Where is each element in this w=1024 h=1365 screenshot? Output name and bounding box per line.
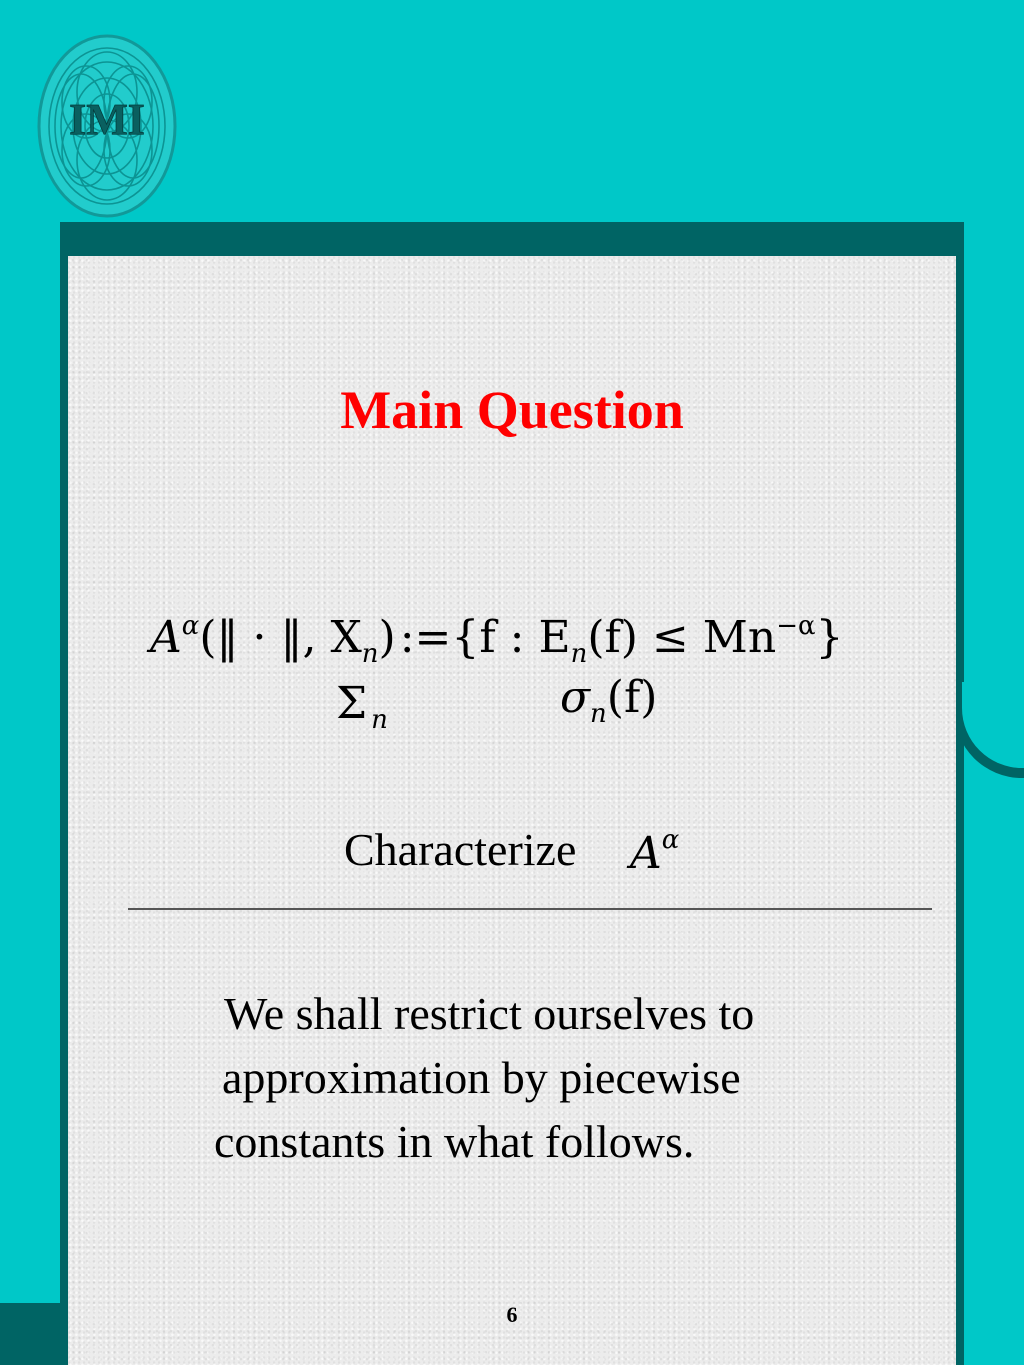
logo-text: IMI (69, 95, 145, 144)
body-paragraph (214, 982, 854, 1174)
definition-formula (150, 600, 910, 740)
characterize-label: Characterize (344, 824, 577, 875)
formula-line-1: $A^\alpha(‖$ · ‖, $X_n):=\{f$ : $E_n(f) \le Mn^{-\alpha}$} (150, 611, 844, 669)
body-line: approximation by piecewise (222, 1052, 741, 1103)
characterize-math (630, 826, 710, 886)
svg-text:Aα: $A^\alpha$ (630, 825, 680, 879)
slide-title: Main Question (340, 380, 684, 440)
body-line: constants in what follows. (214, 1116, 695, 1167)
imi-logo (36, 32, 178, 220)
body-line: We shall restrict ourselves to (224, 988, 755, 1039)
horizontal-divider (128, 908, 932, 910)
imi-rosette-logo-icon (36, 32, 178, 220)
formula-line-2-sigma: Σ $_n$ (336, 678, 388, 735)
page-number: 6 (506, 1302, 518, 1327)
formula-line-2-sigma-f: $\sigma_n(f)$ (560, 672, 658, 729)
